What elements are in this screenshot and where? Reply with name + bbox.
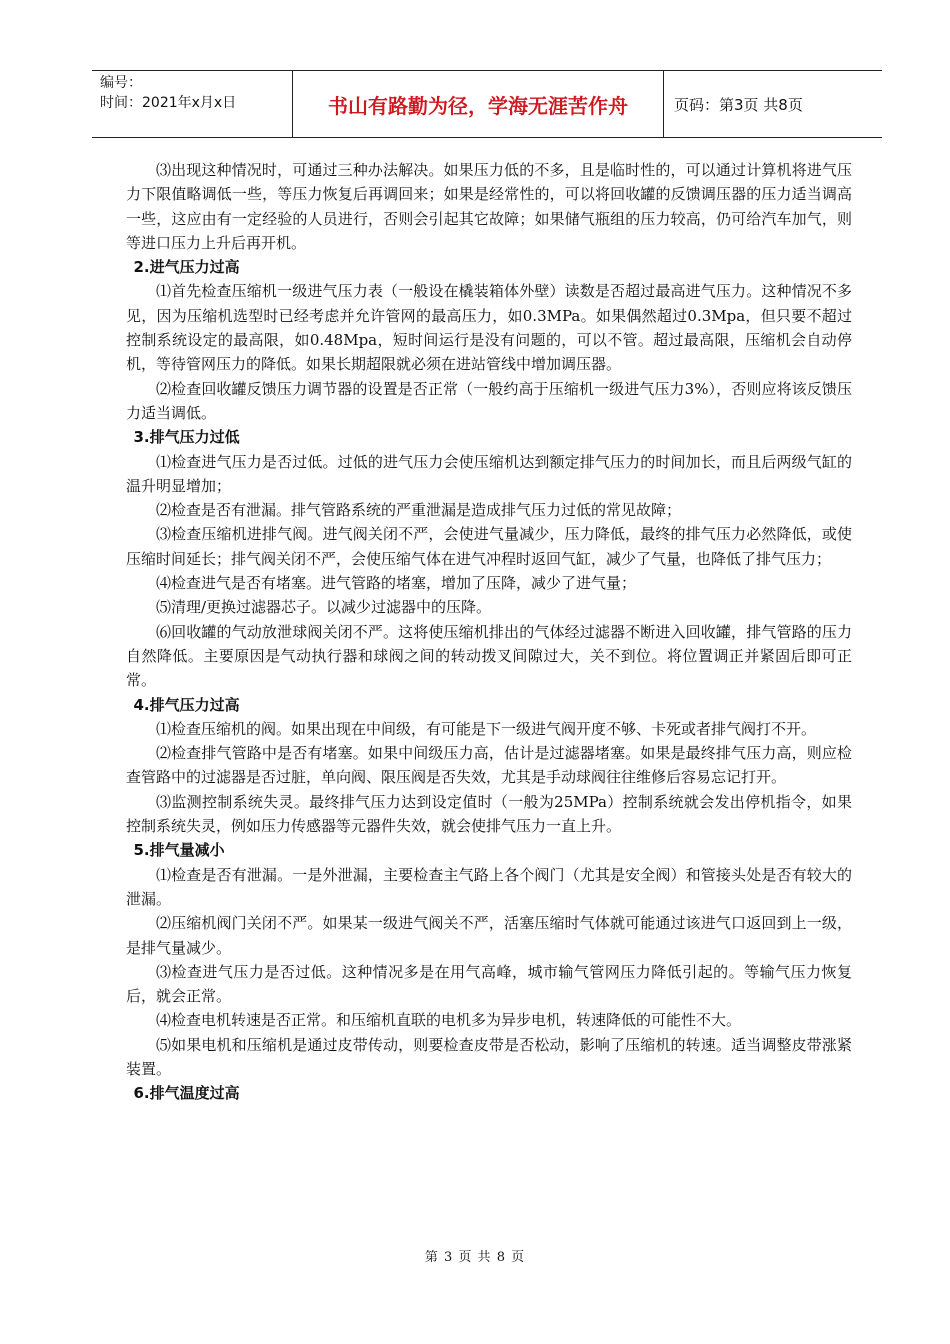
paragraph: ⑷检查电机转速是否正常。和压缩机直联的电机多为异步电机，转速降低的可能性不大。 [156, 1011, 742, 1030]
paragraph: ⑴检查是否有泄漏。一是外泄漏，主要检查主气路上各个阀门（尤其是安全阀）和管接头处是否有较大的泄漏。 [126, 865, 852, 908]
paragraph: ⑷检查进气是否有堵塞。进气管路的堵塞，增加了压降，减少了进气量； [156, 574, 637, 593]
paragraph: ⑸清理/更换过滤器芯子。以减少过滤器中的压降。 [156, 598, 492, 617]
section-heading: 5.排气量减小 [133, 841, 225, 860]
page-header [92, 70, 882, 138]
header-meta [92, 71, 292, 137]
paragraph: ⑴首先检查压缩机一级进气压力表（一般设在橇装箱体外壁）读数是否超过最高进气压力。这种情况不多见，因为压缩机选型时已经考虑并允许管网的最高压力，如0.3MPa。如果偶然超过0.3Mpa，但只要不超过控制系统设定的最高限，如0.48Mpa，短时间运行是没有问题的，可以不管。超过最高限，压缩机会自动停机，等待管网压力的降低。如果长期超限就必须在进站管线中增加调压器。 [126, 282, 852, 374]
paragraph: ⑴检查进气压力是否过低。过低的进气压力会使压缩机达到额定排气压力的时间加长，而且后两级气缸的温升明显增加； [126, 452, 852, 495]
paragraph: ⑶检查压缩机进排气阀。进气阀关闭不严，会使进气量减少，压力降低，最终的排气压力必然降低，或使压缩时间延长；排气阀关闭不严，会使压缩气体在进气冲程时返回气缸，减少了气量，也降低了排气压力； [126, 525, 852, 568]
paragraph: ⑸如果电机和压缩机是通过皮带传动，则要检查皮带是否松动，影响了压缩机的转速。适当调整皮带涨紧装置。 [126, 1035, 852, 1078]
paragraph: ⑴检查压缩机的阀。如果出现在中间级，有可能是下一级进气阀开度不够、卡死或者排气阀打不开。 [156, 719, 817, 738]
paragraph: ⑶出现这种情况时，可通过三种办法解决。如果压力低的不多，且是临时性的，可以通过计算机将进气压力下限值略调低一些，等压力恢复后再调回来；如果是经常性的，可以将回收罐的反馈调压器的压力适当调高一些，这应由有一定经验的人员进行，否则会引起其它故障；如果储气瓶组的压力较高，仍可给汽车加气，则等进口压力上升后再开机。 [126, 161, 852, 252]
page-footer: 第 3 页 共 8 页 [424, 1250, 526, 1265]
serial-number-label: 编号： [100, 75, 142, 91]
paragraph: ⑵检查排气管路中是否有堵塞。如果中间级压力高，估计是过滤器堵塞。如果是最终排气压力高，则应检查管路中的过滤器是否过脏，单向阀、限压阀是否失效，尤其是手动球阀往往维修后容易忘记打开。 [126, 744, 852, 787]
paragraph: ⑹回收罐的气动放泄球阀关闭不严。这将使压缩机排出的气体经过滤器不断进入回收罐，排气管路的压力自然降低。主要原因是气动执行器和球阀之间的转动拨叉间隙过大，关不到位。将位置调正并紧固后即可正常。 [126, 622, 852, 690]
section-heading: 6.排气温度过高 [133, 1084, 240, 1103]
paragraph: ⑶检查进气压力是否过低。这种情况多是在用气高峰，城市输气管网压力降低引起的。等输气压力恢复后，就会正常。 [126, 962, 852, 1006]
header-motto: 书山有路勤为径，学海无涯苦作舟 [292, 71, 664, 137]
document-body [126, 158, 852, 1106]
paragraph: ⑵检查是否有泄漏。排气管路系统的严重泄漏是造成排气压力过低的常见故障； [156, 501, 682, 520]
section-heading: 4.排气压力过高 [133, 695, 240, 714]
header-page-info: 页码：第3页 共8页 [674, 95, 803, 114]
section-heading: 3.排气压力过低 [133, 428, 240, 447]
paragraph: ⑵检查回收罐反馈压力调节器的设置是否正常（一般约高于压缩机一级进气压力3%），否则应将该反馈压力适当调低。 [126, 379, 852, 422]
paragraph: ⑵压缩机阀门关闭不严。如果某一级进气阀关不严，活塞压缩时气体就可能通过该进气口返回到上一级，是排气量减少。 [126, 914, 852, 957]
section-heading: 2.进气压力过高 [133, 258, 240, 277]
date-label: 时间：2021年x月x日 [100, 95, 237, 111]
paragraph: ⑶监测控制系统失灵。最终排气压力达到设定值时（一般为25MPa）控制系统就会发出停机指令，如果控制系统失灵，例如压力传感器等元器件失效，就会使排气压力一直上升。 [126, 792, 852, 836]
